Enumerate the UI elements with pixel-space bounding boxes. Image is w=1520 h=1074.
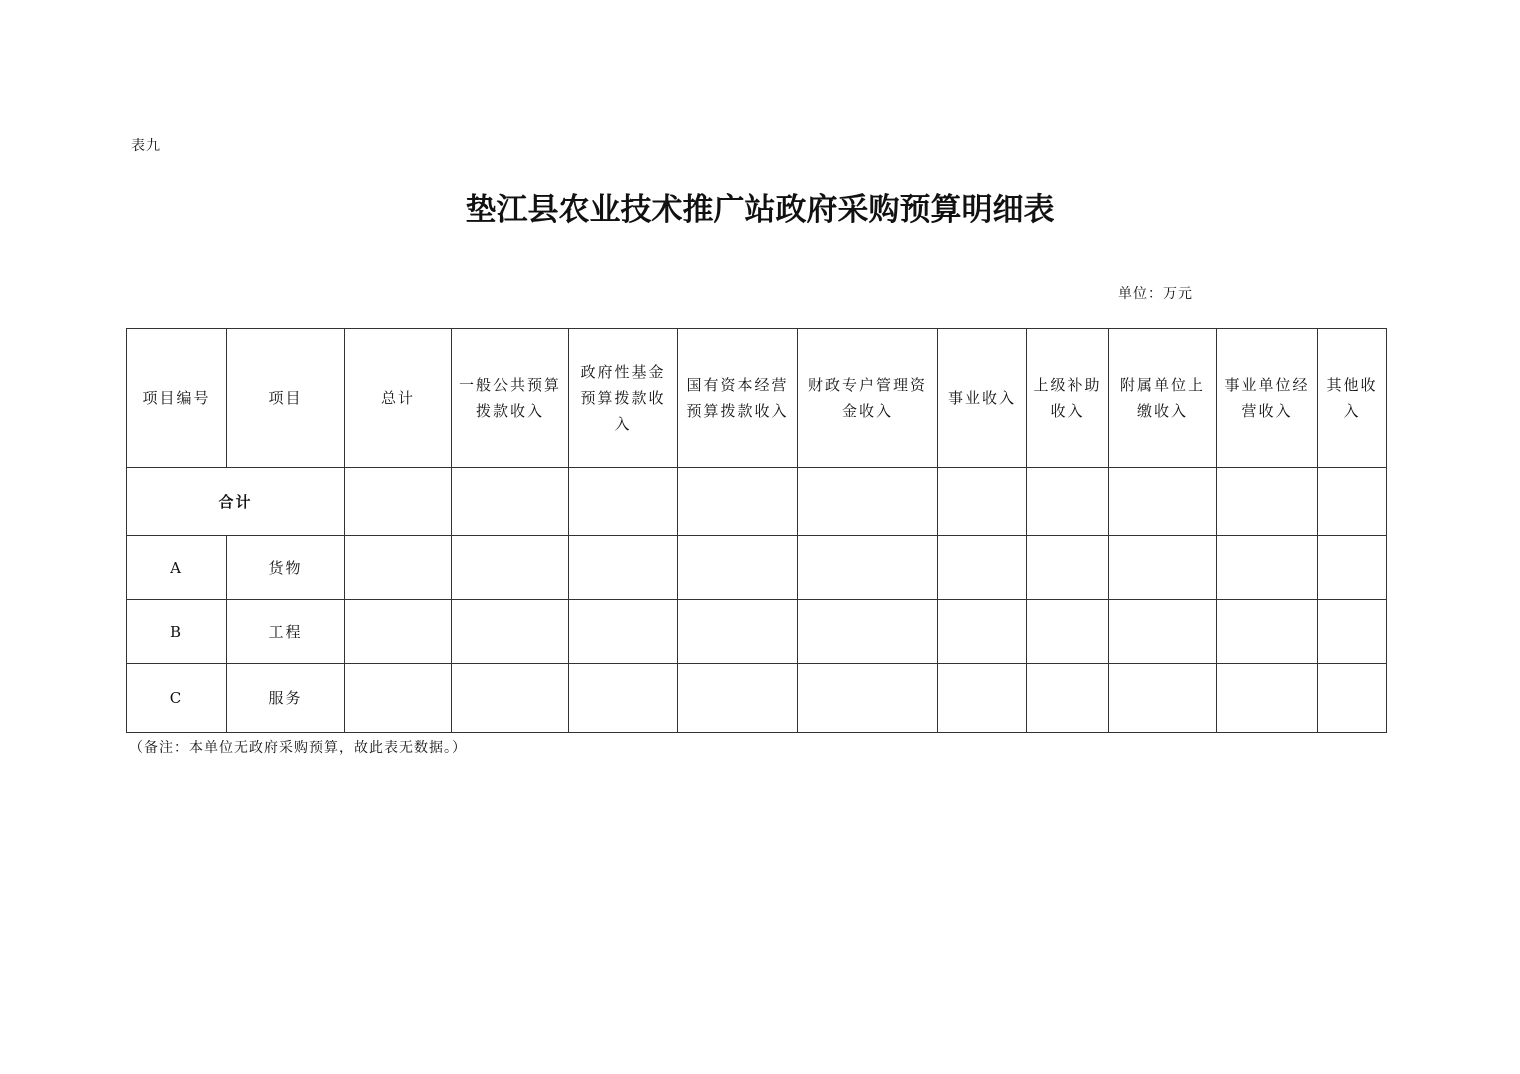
table-cell xyxy=(345,468,452,536)
table-cell xyxy=(452,536,569,600)
header-cell-project-code: 项目编号 xyxy=(127,329,227,468)
header-cell-general-budget: 一般公共预算拨款收入 xyxy=(452,329,569,468)
table-cell xyxy=(1027,468,1109,536)
row-code: A xyxy=(127,536,227,600)
header-cell-superior-subsidy: 上级补助收入 xyxy=(1027,329,1109,468)
row-code: B xyxy=(127,600,227,664)
table-cell xyxy=(1318,600,1387,664)
header-row xyxy=(127,329,1387,468)
table-cell xyxy=(798,600,938,664)
table-cell xyxy=(678,600,798,664)
header-cell-affiliated-units: 附属单位上缴收入 xyxy=(1109,329,1217,468)
table-cell xyxy=(938,664,1027,733)
table-cell xyxy=(1027,536,1109,600)
table-cell xyxy=(1027,600,1109,664)
table-row xyxy=(127,664,1387,733)
row-name: 工程 xyxy=(227,600,345,664)
table-cell xyxy=(1109,664,1217,733)
table-cell xyxy=(798,468,938,536)
table-cell xyxy=(678,536,798,600)
table-cell xyxy=(938,468,1027,536)
table-cell xyxy=(1318,536,1387,600)
table-cell xyxy=(1109,468,1217,536)
table-cell xyxy=(1318,664,1387,733)
row-code: C xyxy=(127,664,227,733)
table-cell xyxy=(452,664,569,733)
header-cell-other-income: 其他收入 xyxy=(1318,329,1387,468)
header-cell-operating-income: 事业单位经营收入 xyxy=(1217,329,1318,468)
table-cell xyxy=(798,664,938,733)
table-cell xyxy=(345,536,452,600)
header-cell-total: 总计 xyxy=(345,329,452,468)
header-cell-project: 项目 xyxy=(227,329,345,468)
table-cell xyxy=(569,664,678,733)
table-cell xyxy=(678,664,798,733)
table-cell xyxy=(1109,536,1217,600)
row-name: 货物 xyxy=(227,536,345,600)
table-cell xyxy=(1318,468,1387,536)
table-cell xyxy=(452,600,569,664)
table-row xyxy=(127,600,1387,664)
document-title: 垫江县农业技术推广站政府采购预算明细表 xyxy=(465,192,1055,228)
table-cell xyxy=(1109,600,1217,664)
total-row xyxy=(127,468,1387,536)
table-cell xyxy=(1217,600,1318,664)
procurement-budget-table xyxy=(126,328,1387,733)
table-cell xyxy=(1217,664,1318,733)
table-cell xyxy=(569,600,678,664)
header-cell-special-account: 财政专户管理资金收入 xyxy=(798,329,938,468)
table-cell xyxy=(938,536,1027,600)
table-cell xyxy=(345,600,452,664)
table-cell xyxy=(569,536,678,600)
unit-label: 单位：万元 xyxy=(1118,286,1193,302)
table-cell xyxy=(678,468,798,536)
table-cell xyxy=(938,600,1027,664)
table-cell xyxy=(452,468,569,536)
total-label: 合计 xyxy=(127,468,345,536)
table-cell xyxy=(1217,536,1318,600)
table-cell xyxy=(1027,664,1109,733)
table-number: 表九 xyxy=(131,138,161,154)
table-cell xyxy=(345,664,452,733)
row-name: 服务 xyxy=(227,664,345,733)
header-cell-gov-fund: 政府性基金预算拨款收入 xyxy=(569,329,678,468)
footnote: （备注：本单位无政府采购预算，故此表无数据。） xyxy=(129,740,467,756)
header-cell-business-income: 事业收入 xyxy=(938,329,1027,468)
table-cell xyxy=(1217,468,1318,536)
table-cell xyxy=(798,536,938,600)
header-cell-state-capital: 国有资本经营预算拨款收入 xyxy=(678,329,798,468)
table-cell xyxy=(569,468,678,536)
table-row xyxy=(127,536,1387,600)
